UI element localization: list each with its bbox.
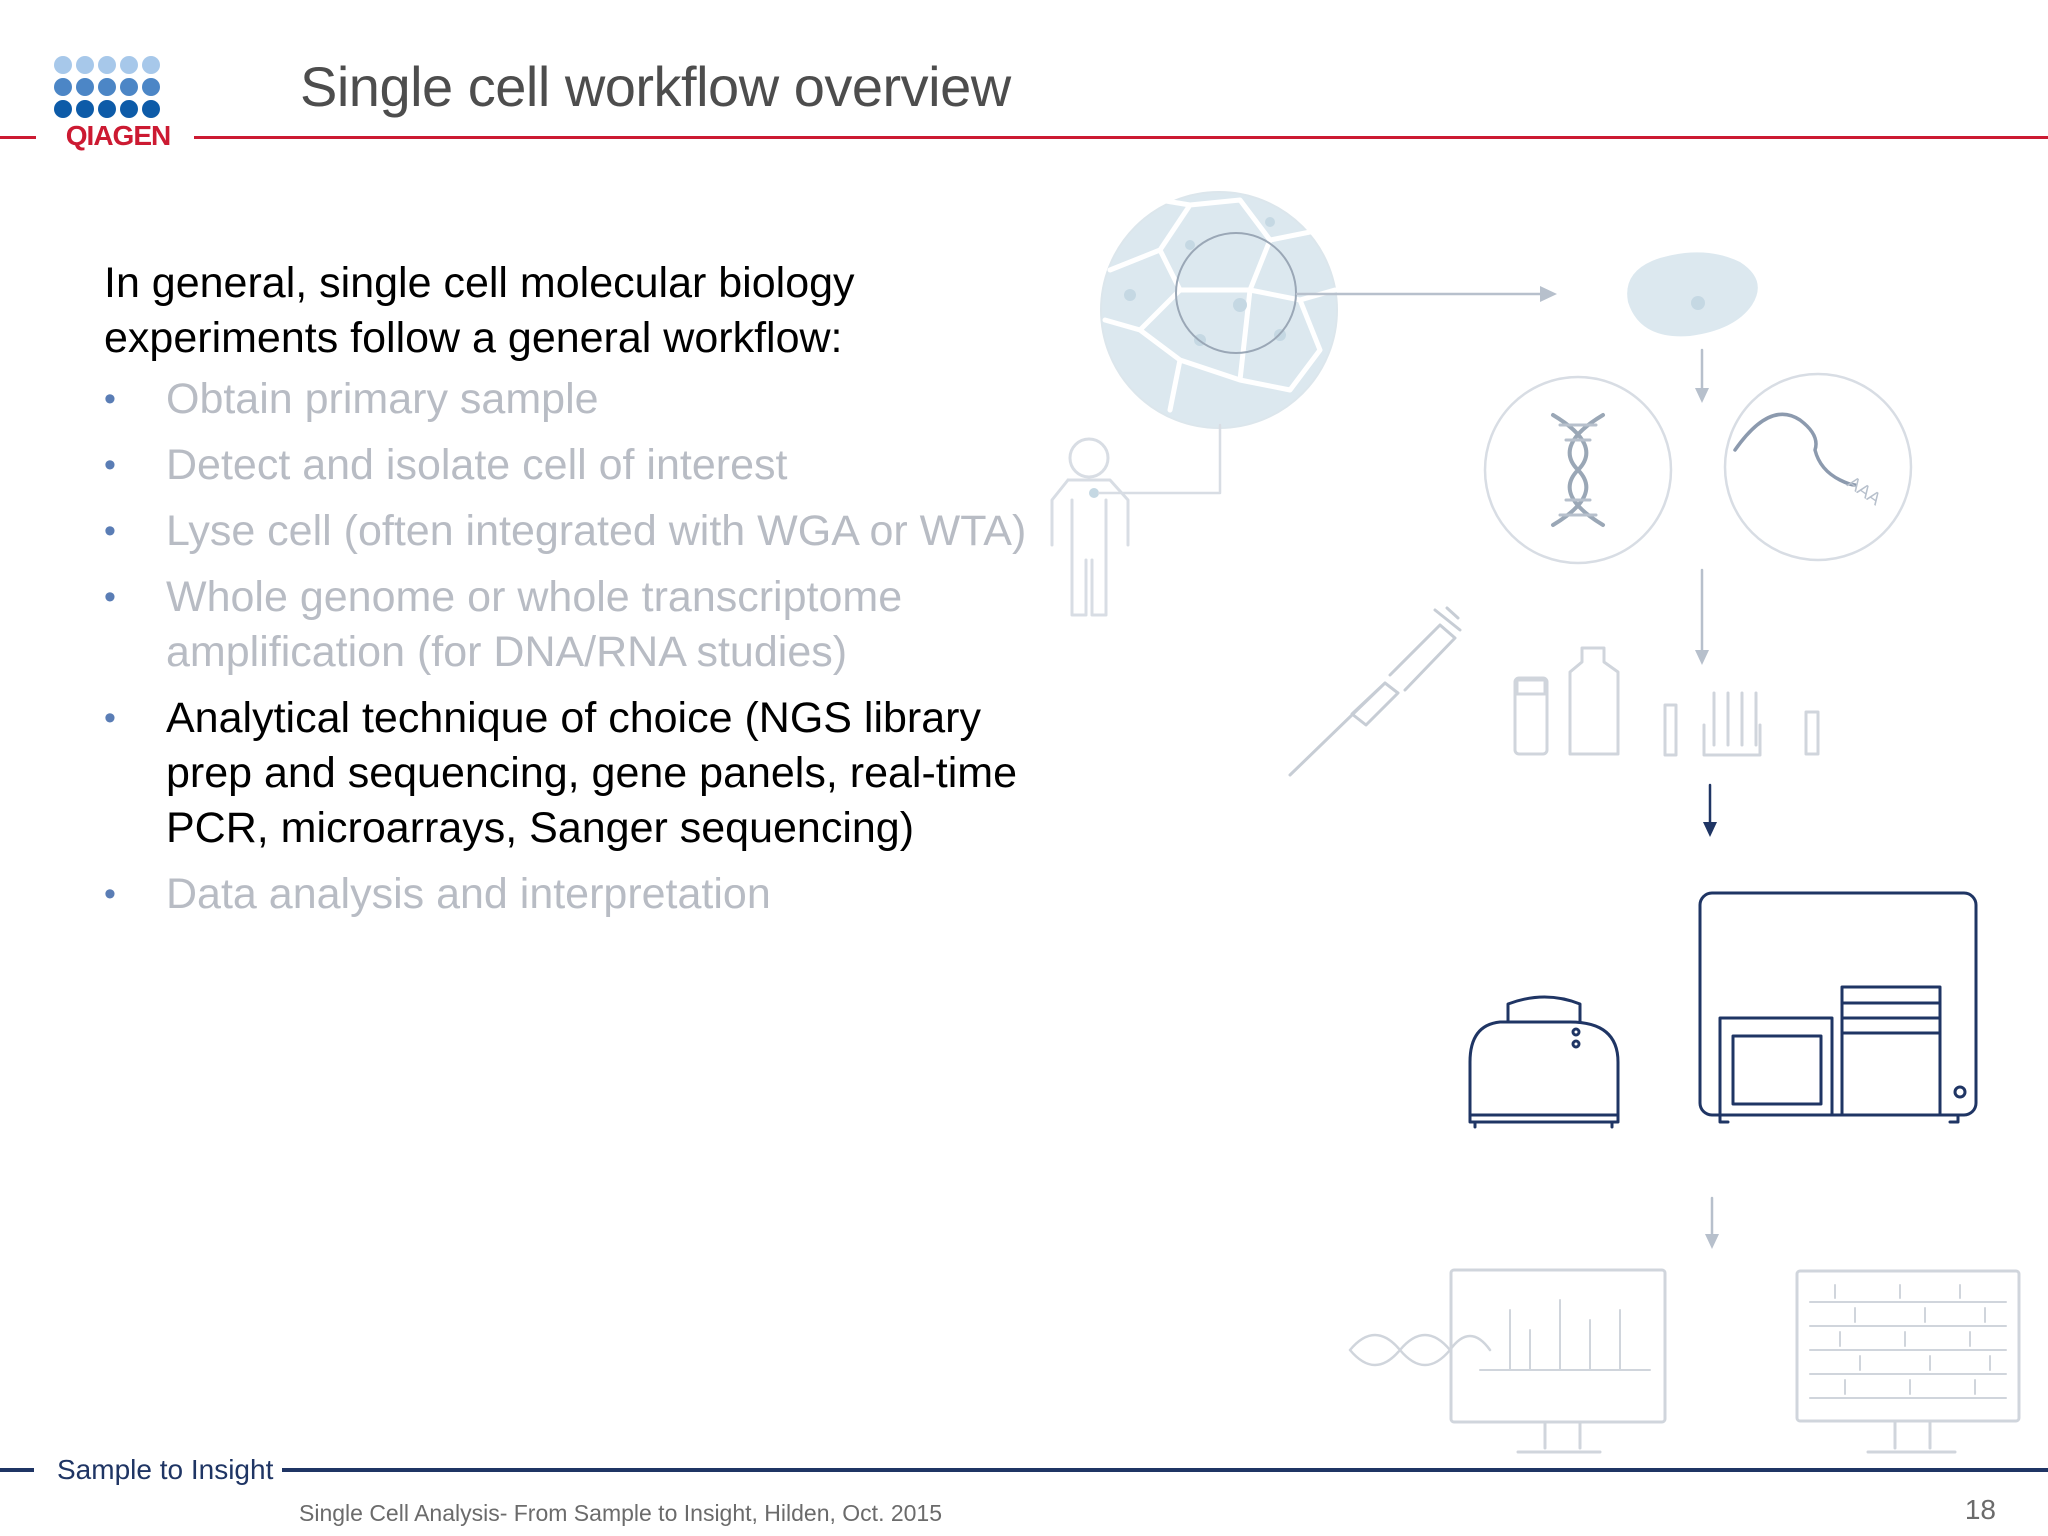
sequence-monitor-icon	[1350, 1270, 1665, 1452]
intro-text: In general, single cell molecular biology experiments follow a general workflow:	[104, 259, 855, 362]
pipette-icon	[1290, 608, 1460, 775]
workflow-step-item	[104, 691, 1034, 856]
footer-citation: Single Cell Analysis- From Sample to Insight, Hilden, Oct. 2015	[299, 1500, 943, 1526]
logo-wordmark: QIAGEN	[65, 120, 171, 151]
slide-title: Single cell workflow overview	[300, 55, 1011, 118]
workflow-step-item	[104, 372, 1034, 427]
workflow-step-text: Whole genome or whole transcriptome amplification (for DNA/RNA studies)	[166, 573, 903, 676]
footer-rule-left	[0, 1468, 34, 1472]
reagent-tubes-icon	[1515, 648, 1818, 755]
polya-label: AAA	[1843, 472, 1885, 510]
header-rule	[194, 136, 2048, 139]
workflow-step-item	[104, 504, 1034, 559]
workflow-step-text: Data analysis and interpretation	[166, 870, 771, 918]
header-rule-left	[0, 136, 36, 139]
bullet-icon: •	[104, 875, 116, 913]
footer-tagline: Sample to Insight	[57, 1454, 274, 1485]
bullet-icon: •	[104, 446, 116, 484]
person-icon	[1052, 439, 1128, 615]
workflow-illustration	[1040, 180, 2048, 1470]
bullet-icon: •	[104, 380, 116, 418]
bullet-icon: •	[104, 512, 116, 550]
workflow-step-item	[104, 867, 1034, 922]
rna-strand-icon	[1725, 374, 1911, 560]
workflow-step-text: Detect and isolate cell of interest	[166, 441, 788, 489]
qiagen-logo	[52, 54, 184, 156]
workflow-bullet-list	[104, 372, 1034, 933]
workflow-step-item	[104, 438, 1034, 493]
tissue-sample-icon	[1101, 192, 1337, 428]
bullet-icon: •	[104, 578, 116, 616]
workflow-step-text: Obtain primary sample	[166, 375, 599, 423]
footer-rule	[282, 1468, 2048, 1472]
thermocycler-icon	[1470, 997, 1618, 1127]
workflow-step-item	[104, 570, 1034, 680]
workflow-step-text: Analytical technique of choice (NGS library prep and sequencing, gene panels, real-time PCR, microarrays, Sanger sequencing)	[166, 694, 1018, 852]
dna-helix-icon	[1485, 377, 1671, 563]
bullet-icon: •	[104, 699, 116, 737]
sequencer-icon	[1700, 893, 1976, 1122]
isolated-cell-icon	[1627, 252, 1758, 336]
data-table-monitor-icon	[1797, 1271, 2019, 1452]
workflow-step-text: Lyse cell (often integrated with WGA or WTA)	[166, 507, 1027, 555]
logo-dots-icon	[52, 54, 184, 124]
page-number: 18	[1964, 1494, 1996, 1525]
